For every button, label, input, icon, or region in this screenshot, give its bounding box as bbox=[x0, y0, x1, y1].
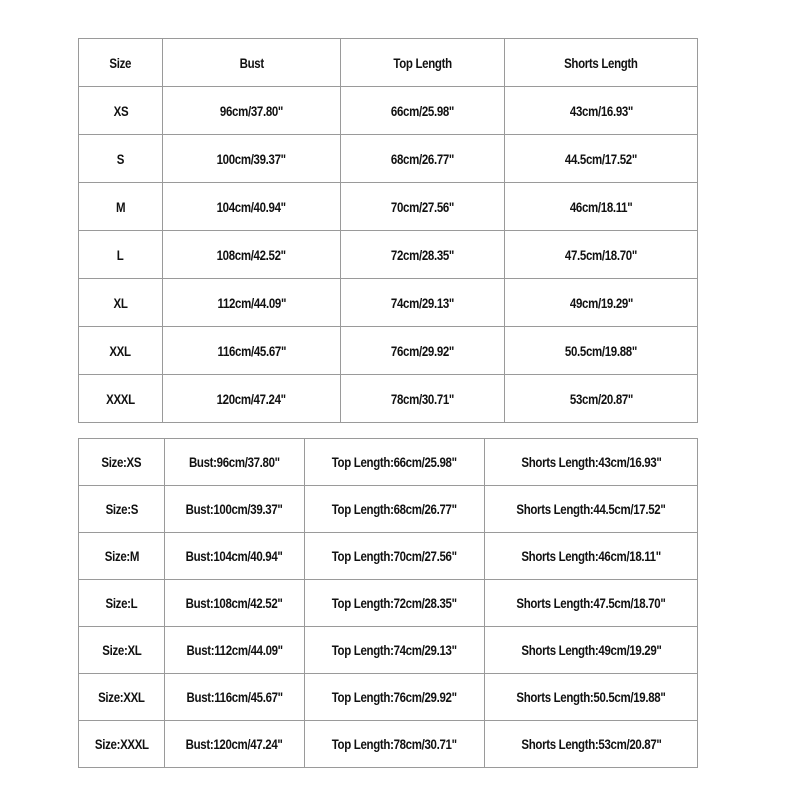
cell-text: Bust:116cm/45.67" bbox=[186, 689, 283, 705]
table-cell bbox=[485, 486, 698, 533]
cell-text: Top Length:78cm/30.71" bbox=[332, 736, 457, 752]
table-cell bbox=[79, 721, 165, 768]
table-cell bbox=[165, 627, 305, 674]
size-chart-table bbox=[78, 38, 698, 423]
cell-text: XS bbox=[113, 102, 128, 119]
table-cell bbox=[485, 627, 698, 674]
table-cell bbox=[79, 231, 163, 279]
cell-text: 112cm/44.09" bbox=[217, 294, 286, 311]
table-cell bbox=[505, 231, 698, 279]
cell-text: 76cm/29.92" bbox=[390, 342, 455, 359]
table-cell bbox=[485, 439, 698, 486]
table-row bbox=[79, 87, 698, 135]
table-cell bbox=[341, 135, 505, 183]
table-cell bbox=[305, 580, 485, 627]
cell-text: 96cm/37.80" bbox=[219, 102, 284, 119]
size-chart-labeled-body bbox=[79, 439, 698, 768]
table-cell bbox=[79, 486, 165, 533]
table-row bbox=[79, 135, 698, 183]
cell-text: XXXL bbox=[106, 390, 135, 407]
table-cell bbox=[341, 231, 505, 279]
cell-text: M bbox=[115, 198, 126, 215]
cell-text: 44.5cm/17.52" bbox=[564, 150, 638, 167]
table-cell bbox=[505, 135, 698, 183]
cell-text: S bbox=[116, 150, 125, 167]
table-cell bbox=[505, 39, 698, 87]
table-cell bbox=[165, 674, 305, 721]
cell-text: Top Length:74cm/29.13" bbox=[332, 642, 457, 658]
cell-text: 108cm/42.52" bbox=[216, 246, 287, 263]
cell-text: 120cm/47.24" bbox=[216, 390, 287, 407]
cell-text: Shorts Length:49cm/19.29" bbox=[520, 642, 662, 658]
table-cell bbox=[341, 327, 505, 375]
cell-text: Top Length:68cm/26.77" bbox=[332, 501, 457, 517]
cell-text: Top Length bbox=[393, 54, 452, 71]
cell-text: 49cm/19.29" bbox=[569, 294, 633, 311]
cell-text: 78cm/30.71" bbox=[390, 390, 455, 407]
table-cell bbox=[165, 580, 305, 627]
table-cell bbox=[505, 87, 698, 135]
cell-text: Size:L bbox=[105, 595, 138, 611]
table-cell bbox=[165, 721, 305, 768]
table-cell bbox=[165, 439, 305, 486]
table-cell bbox=[79, 580, 165, 627]
cell-text: Bust:112cm/44.09" bbox=[186, 642, 283, 658]
cell-text: Size:XXXL bbox=[94, 736, 149, 752]
table-cell bbox=[165, 533, 305, 580]
table-cell bbox=[79, 327, 163, 375]
cell-text: 72cm/28.35" bbox=[390, 246, 455, 263]
table-cell bbox=[163, 231, 341, 279]
table-row bbox=[79, 439, 698, 486]
table-cell bbox=[79, 39, 163, 87]
table-row bbox=[79, 721, 698, 768]
cell-text: 66cm/25.98" bbox=[390, 102, 455, 119]
cell-text: Bust:108cm/42.52" bbox=[186, 595, 283, 611]
cell-text: Bust:100cm/39.37" bbox=[186, 501, 283, 517]
size-chart-labeled-table bbox=[78, 438, 698, 768]
cell-text: XL bbox=[113, 294, 128, 311]
cell-text: Shorts Length bbox=[564, 54, 638, 71]
table-cell bbox=[341, 39, 505, 87]
cell-text: 70cm/27.56" bbox=[390, 198, 455, 215]
table-row bbox=[79, 279, 698, 327]
table-cell bbox=[505, 279, 698, 327]
table-cell bbox=[505, 375, 698, 423]
table-cell bbox=[485, 533, 698, 580]
size-chart-body bbox=[79, 39, 698, 423]
cell-text: Top Length:70cm/27.56" bbox=[332, 548, 457, 564]
table-row bbox=[79, 327, 698, 375]
table-cell bbox=[163, 375, 341, 423]
cell-text: Shorts Length:53cm/20.87" bbox=[520, 736, 662, 752]
cell-text: 100cm/39.37" bbox=[216, 150, 287, 167]
table-cell bbox=[305, 674, 485, 721]
table-cell bbox=[485, 674, 698, 721]
table-cell bbox=[305, 721, 485, 768]
cell-text: Shorts Length:50.5cm/19.88" bbox=[516, 689, 666, 705]
cell-text: Top Length:76cm/29.92" bbox=[332, 689, 457, 705]
table-cell bbox=[79, 627, 165, 674]
table-cell bbox=[341, 183, 505, 231]
cell-text: Shorts Length:43cm/16.93" bbox=[520, 454, 662, 470]
cell-text: Bust bbox=[239, 54, 264, 71]
table-row bbox=[79, 580, 698, 627]
cell-text: 43cm/16.93" bbox=[569, 102, 633, 119]
cell-text: Shorts Length:46cm/18.11" bbox=[521, 548, 661, 564]
table-cell bbox=[341, 87, 505, 135]
cell-text: 50.5cm/19.88" bbox=[564, 342, 638, 359]
table-row bbox=[79, 533, 698, 580]
table-cell bbox=[79, 533, 165, 580]
table-cell bbox=[163, 39, 341, 87]
cell-text: 47.5cm/18.70" bbox=[564, 246, 638, 263]
table-cell bbox=[341, 279, 505, 327]
table-cell bbox=[485, 580, 698, 627]
cell-text: 116cm/45.67" bbox=[217, 342, 286, 359]
cell-text: Size:M bbox=[104, 548, 139, 564]
table-cell bbox=[485, 721, 698, 768]
cell-text: Top Length:66cm/25.98" bbox=[332, 454, 457, 470]
table-row bbox=[79, 674, 698, 721]
table-row bbox=[79, 486, 698, 533]
table-cell bbox=[505, 183, 698, 231]
cell-text: 104cm/40.94" bbox=[216, 198, 287, 215]
cell-text: Size:XS bbox=[101, 454, 142, 470]
cell-text: Bust:104cm/40.94" bbox=[186, 548, 283, 564]
cell-text: Top Length:72cm/28.35" bbox=[332, 595, 457, 611]
cell-text: Bust:120cm/47.24" bbox=[186, 736, 283, 752]
table-row bbox=[79, 231, 698, 279]
table-cell bbox=[305, 533, 485, 580]
table-cell bbox=[163, 135, 341, 183]
cell-text: 68cm/26.77" bbox=[390, 150, 455, 167]
table-cell bbox=[305, 486, 485, 533]
cell-text: 74cm/29.13" bbox=[390, 294, 455, 311]
cell-text: Size:XXL bbox=[98, 689, 145, 705]
cell-text: Size:S bbox=[105, 501, 138, 517]
table-cell bbox=[163, 87, 341, 135]
table-cell bbox=[79, 183, 163, 231]
cell-text: 46cm/18.11" bbox=[569, 198, 633, 215]
table-row bbox=[79, 627, 698, 674]
table-cell bbox=[79, 87, 163, 135]
table-cell bbox=[79, 439, 165, 486]
table-cell bbox=[165, 486, 305, 533]
header-row bbox=[79, 39, 698, 87]
table-cell bbox=[305, 439, 485, 486]
cell-text: Size:XL bbox=[101, 642, 142, 658]
cell-text: Size bbox=[109, 54, 132, 71]
table-cell bbox=[79, 279, 163, 327]
table-cell bbox=[163, 183, 341, 231]
cell-text: 53cm/20.87" bbox=[569, 390, 633, 407]
table-cell bbox=[79, 135, 163, 183]
table-row bbox=[79, 183, 698, 231]
table-cell bbox=[79, 375, 163, 423]
table-cell bbox=[305, 627, 485, 674]
cell-text: Shorts Length:44.5cm/17.52" bbox=[516, 501, 666, 517]
cell-text: XXL bbox=[109, 342, 132, 359]
cell-text: Shorts Length:47.5cm/18.70" bbox=[516, 595, 666, 611]
cell-text: L bbox=[117, 246, 124, 263]
table-row bbox=[79, 375, 698, 423]
table-cell bbox=[163, 279, 341, 327]
table-cell bbox=[163, 327, 341, 375]
table-cell bbox=[505, 327, 698, 375]
cell-text: Bust:96cm/37.80" bbox=[189, 454, 280, 470]
table-cell bbox=[341, 375, 505, 423]
table-cell bbox=[79, 674, 165, 721]
